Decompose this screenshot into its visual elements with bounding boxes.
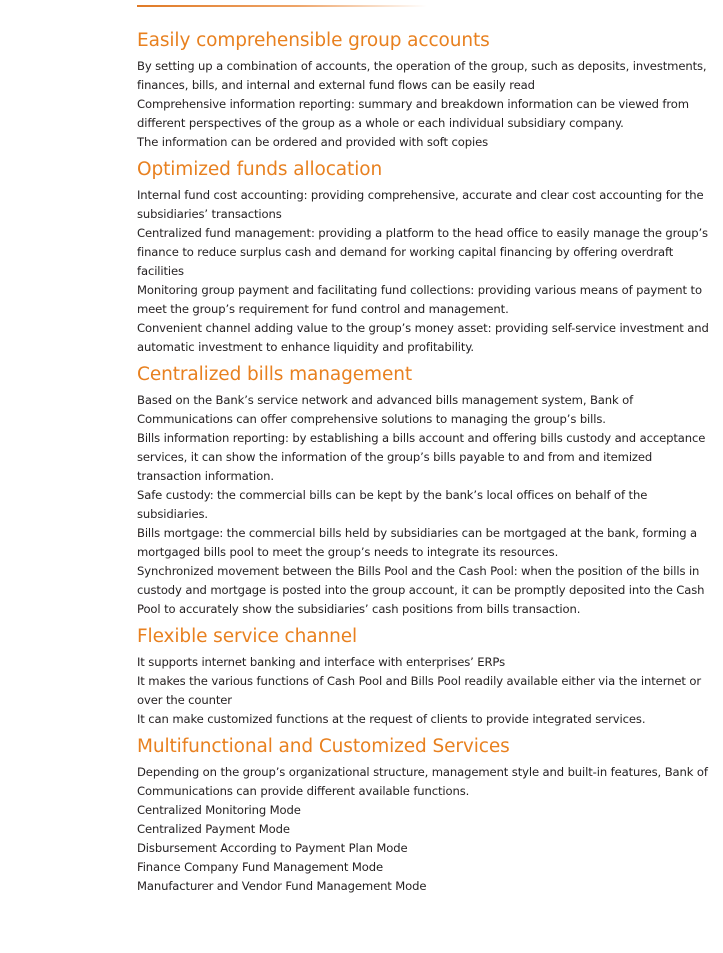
- section-title: Centralized bills management: [137, 364, 413, 385]
- section-title: Multifunctional and Customized Services: [137, 736, 510, 757]
- paragraph: Bills information reporting: by establishing a bills account and offering bills custody and acceptance services, it can show the information of the group’s bills payable to and from and itemized transaction information.: [137, 431, 706, 483]
- paragraph: Monitoring group payment and facilitating fund collections: providing various means of payment to meet the group’s requirement for fund control and management.: [137, 283, 702, 316]
- section-body: [137, 57, 719, 152]
- section-bills-management: [137, 362, 719, 619]
- list-item: Centralized Monitoring Mode: [137, 803, 301, 817]
- paragraph: Centralized fund management: providing a platform to the head office to easily manage the group’s finance to reduce surplus cash and demand for working capital financing by offering overdraft facilities: [137, 226, 708, 278]
- list-item: Disbursement According to Payment Plan Mode: [137, 841, 408, 855]
- paragraph: The information can be ordered and provided with soft copies: [137, 135, 489, 149]
- paragraph: It can make customized functions at the request of clients to provide integrated services.: [137, 712, 646, 726]
- list-item: Centralized Payment Mode: [137, 822, 290, 836]
- paragraph: Based on the Bank’s service network and advanced bills management system, Bank of Communications can offer comprehensive solutions to managing the group’s bills.: [137, 393, 634, 426]
- section-customized-services: [137, 734, 719, 896]
- paragraph: It supports internet banking and interface with enterprises’ ERPs: [137, 655, 505, 669]
- paragraph: It makes the various functions of Cash Pool and Bills Pool readily available either via the internet or over the counter: [137, 674, 701, 707]
- paragraph: Convenient channel adding value to the group’s money asset: providing self-service investment and automatic investment to enhance liquidity and profitability.: [137, 321, 709, 354]
- paragraph: By setting up a combination of accounts, the operation of the group, such as deposits, investments, finances, bills, and internal and external fund flows can be easily read: [137, 59, 707, 92]
- section-body: [137, 653, 719, 729]
- section-funds-allocation: [137, 157, 719, 357]
- section-body: [137, 186, 719, 357]
- list-item: Finance Company Fund Management Mode: [137, 860, 383, 874]
- section-title: Easily comprehensible group accounts: [137, 30, 490, 51]
- paragraph: Safe custody: the commercial bills can be kept by the bank’s local offices on behalf of the subsidiaries.: [137, 488, 648, 521]
- paragraph: Internal fund cost accounting: providing comprehensive, accurate and clear cost accounting for the subsidiaries’ transactions: [137, 188, 704, 221]
- section-body: [137, 391, 719, 619]
- section-group-accounts: [137, 28, 719, 152]
- list-item: Manufacturer and Vendor Fund Management Mode: [137, 879, 427, 893]
- document-body: [137, 28, 719, 901]
- section-body: [137, 763, 719, 896]
- paragraph: Bills mortgage: the commercial bills held by subsidiaries can be mortgaged at the bank, forming a mortgaged bills pool to meet the group’s needs to integrate its resources.: [137, 526, 697, 559]
- paragraph: Synchronized movement between the Bills Pool and the Cash Pool: when the position of the bills in custody and mortgage is posted into the group account, it can be promptly deposited into the Cash Pool to accurately show the subsidiaries’ cash positions from bills transaction.: [137, 564, 705, 616]
- section-title: Optimized funds allocation: [137, 159, 383, 180]
- paragraph: Depending on the group’s organizational structure, management style and built-in features, Bank of Communications can provide different available functions.: [137, 765, 708, 798]
- section-service-channel: [137, 624, 719, 729]
- top-divider: [137, 5, 427, 7]
- section-title: Flexible service channel: [137, 626, 358, 647]
- paragraph: Comprehensive information reporting: summary and breakdown information can be viewed from different perspectives of the group as a whole or each individual subsidiary company.: [137, 97, 689, 130]
